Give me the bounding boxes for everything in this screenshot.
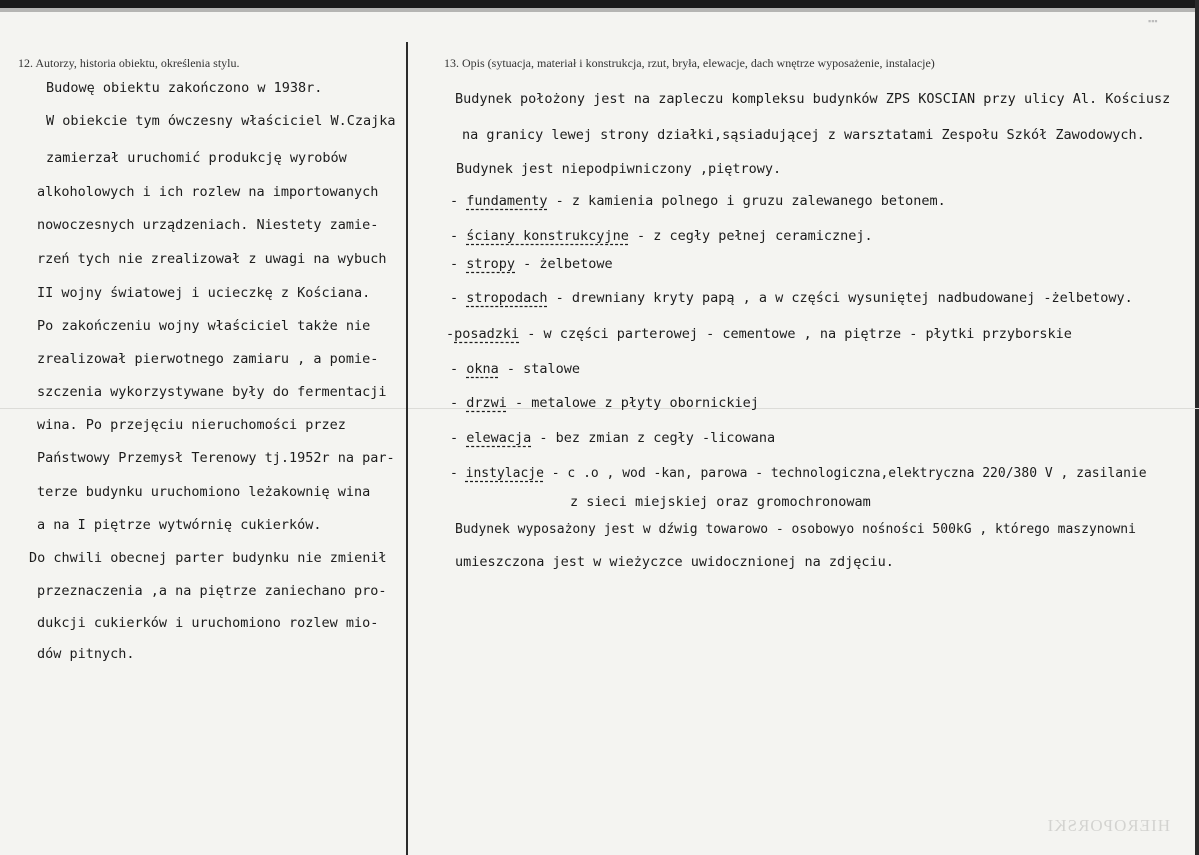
spec-item-instalacje: - instylacje - c .o , wod -kan, parowa - technologiczna,elektryczna 220/380 V , zasilanie: [450, 466, 1147, 481]
spec-desc: - z kamienia polnego i gruzu zalewanego betonem.: [547, 193, 946, 209]
history-line: zrealizował pierwotnego zamiaru , a pomie-: [37, 351, 379, 367]
corner-mark: ▪▪▪: [1148, 16, 1158, 26]
spec-desc: - w części parterowej - cementowe , na piętrze - płytki przyborskie: [519, 326, 1072, 342]
spec-desc: - c .o , wod -kan, parowa - technologiczna,elektryczna 220/380 V , zasilanie: [543, 466, 1147, 481]
spec-term: stropodach: [466, 290, 548, 306]
spec-term: stropy: [466, 256, 516, 272]
history-line: dów pitnych.: [37, 646, 135, 662]
spec-continuation: z sieci miejskiej oraz gromochronowam: [570, 494, 871, 510]
spec-item-fundamenty: - fundamenty - z kamienia polnego i gruzu zalewanego betonem.: [450, 193, 946, 209]
section-13-heading: 13. Opis (sytuacja, materiał i konstrukcja, rzut, bryła, elewacje, dach wnętrze wyposażenie, instalacje): [444, 56, 935, 70]
history-line: dukcji cukierków i uruchomiono rozlew mio-: [37, 615, 379, 631]
history-line: W obiekcie tym ówczesny właściciel W.Czajka: [46, 113, 396, 129]
scan-top-shadow: [0, 8, 1199, 12]
spec-desc: - bez zmian z cegły -licowana: [531, 430, 776, 446]
spec-desc: - drewniany kryty papą , a w części wysuniętej nadbudowanej -żelbetowy.: [547, 290, 1133, 306]
spec-item-stropy: - stropy - żelbetowe: [450, 256, 613, 272]
intro-line: na granicy lewej strony działki,sąsiadującej z warsztatami Zespołu Szkół Zawodowych.: [462, 127, 1145, 143]
history-line: a na I piętrze wytwórnię cukierków.: [37, 517, 322, 533]
spec-desc: - żelbetowe: [515, 256, 613, 272]
scan-right-edge: [1195, 0, 1199, 855]
scan-top-edge: [0, 0, 1199, 8]
section-12-heading: 12. Autorzy, historia obiektu, określenia stylu.: [18, 56, 240, 70]
intro-line: Budynek położony jest na zapleczu kompleksu budynków ZPS KOSCIAN przy ulicy Al. Kościusz: [455, 91, 1171, 107]
history-line: nowoczesnych urządzeniach. Niestety zamie-: [37, 217, 379, 233]
spec-term: drzwi: [466, 395, 507, 411]
history-line: terze budynku uruchomiono leżakownię wina: [37, 484, 371, 500]
intro-line: Budynek jest niepodpiwniczony ,piętrowy.: [456, 161, 782, 177]
history-line: Budowę obiektu zakończono w 1938r.: [46, 80, 323, 96]
history-line: Po zakończeniu wojny właściciel także nie: [37, 318, 371, 334]
spec-desc: - z cegły pełnej ceramicznej.: [628, 228, 873, 244]
spec-term: fundamenty: [466, 193, 548, 209]
spec-term: okna: [466, 361, 499, 377]
history-line: wina. Po przejęciu nieruchomości przez: [37, 417, 346, 433]
history-line: alkoholowych i ich rozlew na importowanych: [37, 184, 379, 200]
spec-item-stropodach: - stropodach - drewniany kryty papą , a w części wysuniętej nadbudowanej -żelbetowy.: [450, 290, 1133, 306]
spec-desc: - stalowe: [498, 361, 581, 377]
history-line: II wojny światowej i ucieczkę z Kościana.: [37, 285, 371, 301]
faded-stamp: HIEROPORSKI: [1046, 816, 1170, 835]
closing-line: umieszczona jest w wieżyczce uwidocznionej na zdjęciu.: [455, 554, 894, 570]
spec-item-okna: - okna - stalowe: [450, 361, 581, 377]
closing-line: Budynek wyposażony jest w dźwig towarowo - osobowyo nośności 500kG , którego maszynowni: [455, 522, 1136, 537]
history-line: rzeń tych nie zrealizował z uwagi na wybuch: [37, 251, 387, 267]
spec-term: ściany konstrukcyjne: [466, 228, 629, 244]
history-line: Państwowy Przemysł Terenowy tj.1952r na par-: [37, 450, 395, 466]
history-line: Do chwili obecnej parter budynku nie zmienił: [29, 550, 387, 566]
spec-term: posadzki: [454, 326, 520, 342]
spec-desc: - metalowe z płyty obornickiej: [506, 395, 759, 411]
spec-item-elewacja: - elewacja - bez zmian z cegły -licowana: [450, 430, 776, 446]
history-line: przeznaczenia ,a na piętrze zaniechano pro-: [37, 583, 387, 599]
spec-term: elewacja: [466, 430, 532, 446]
history-line: szczenia wykorzystywane były do fermentacji: [37, 384, 387, 400]
history-line: zamierzał uruchomić produkcję wyrobów: [46, 150, 347, 166]
spec-item-drzwi: - drzwi - metalowe z płyty obornickiej: [450, 395, 759, 411]
spec-term: instylacje: [465, 466, 544, 481]
column-divider: [406, 42, 408, 855]
spec-item-posadzki: -posadzki - w części parterowej - cementowe , na piętrze - płytki przyborskie: [446, 326, 1072, 342]
spec-item-sciany: - ściany konstrukcyjne - z cegły pełnej ceramicznej.: [450, 228, 873, 244]
